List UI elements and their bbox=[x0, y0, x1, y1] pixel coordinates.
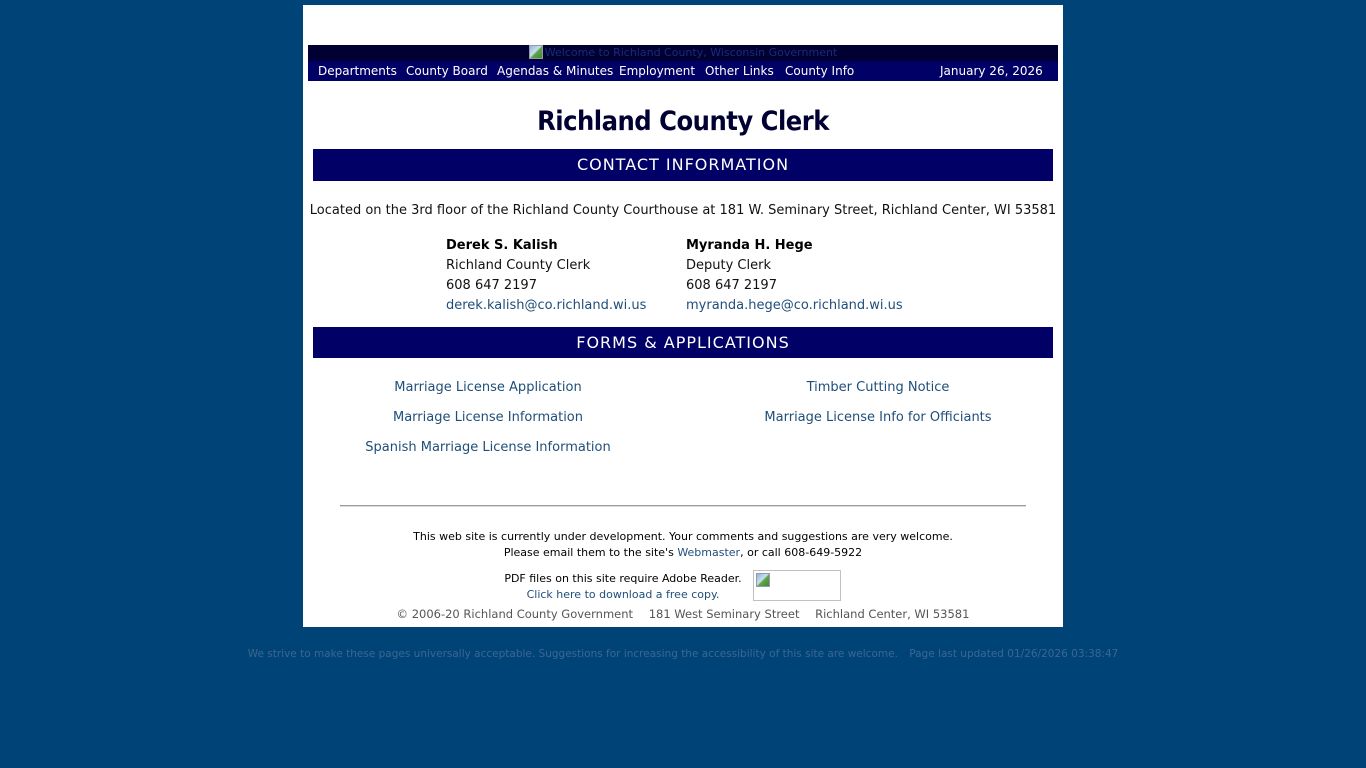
pdf-note-text: PDF files on this site require Adobe Reader. bbox=[504, 572, 742, 585]
contact-email-link[interactable]: derek.kalish@co.richland.wi.us bbox=[446, 298, 647, 313]
email-note bbox=[303, 546, 1063, 559]
current-date: January 26, 2026 bbox=[940, 64, 1043, 78]
contact-name: Derek S. Kalish bbox=[446, 238, 558, 253]
nav-departments[interactable]: Departments bbox=[318, 64, 397, 78]
banner-alt-text: Welcome to Richland County, Wisconsin Government bbox=[544, 46, 838, 59]
copyright-line bbox=[303, 607, 1063, 621]
contact-title: Richland County Clerk bbox=[446, 258, 591, 273]
last-updated: Page last updated 01/26/2026 03:38:47 bbox=[909, 648, 1119, 660]
footer-address: 181 West Seminary Street bbox=[648, 607, 800, 621]
broken-image-icon bbox=[529, 45, 543, 59]
contact-phone: 608 647 2197 bbox=[446, 278, 537, 293]
page-title: Richland County Clerk bbox=[537, 106, 829, 137]
contact-name: Myranda H. Hege bbox=[686, 238, 813, 253]
email-prefix: Please email them to the site's bbox=[503, 546, 678, 559]
divider bbox=[340, 505, 1026, 507]
link-timber-cutting-notice[interactable]: Timber Cutting Notice bbox=[806, 380, 950, 395]
webmaster-link[interactable]: Webmaster bbox=[677, 546, 741, 559]
nav-bar bbox=[308, 61, 1058, 81]
adobe-download-link[interactable]: Click here to download a free copy. bbox=[526, 588, 720, 601]
accessibility-note bbox=[0, 648, 1366, 660]
nav-employment[interactable]: Employment bbox=[619, 64, 696, 78]
footer-city: Richland Center, WI 53581 bbox=[815, 607, 970, 621]
pdf-note bbox=[488, 571, 758, 603]
contact-email-link[interactable]: myranda.hege@co.richland.wi.us bbox=[686, 298, 903, 313]
accessibility-text: We strive to make these pages universally acceptable. Suggestions for increasing the accessibility of this site are welcome. bbox=[247, 648, 898, 660]
nav-county-info[interactable]: County Info bbox=[785, 64, 855, 78]
dev-note: This web site is currently under development. Your comments and suggestions are very welcome. bbox=[413, 530, 953, 543]
link-marriage-license-information[interactable]: Marriage License Information bbox=[393, 410, 583, 425]
contact-phone: 608 647 2197 bbox=[686, 278, 777, 293]
nav-other-links[interactable]: Other Links bbox=[705, 64, 774, 78]
link-spanish-marriage-license-information[interactable]: Spanish Marriage License Information bbox=[365, 440, 611, 455]
adobe-reader-badge[interactable] bbox=[753, 570, 841, 601]
nav-agendas-minutes[interactable]: Agendas & Minutes bbox=[497, 64, 614, 78]
banner-image bbox=[308, 45, 1058, 61]
location-text: Located on the 3rd floor of the Richland County Courthouse at 181 W. Seminary Street, Richland Center, WI 53581 bbox=[309, 203, 1057, 218]
contact-card-deputy bbox=[686, 236, 903, 316]
email-suffix: , or call 608-649-5922 bbox=[740, 546, 863, 559]
forms-heading: FORMS & APPLICATIONS bbox=[313, 327, 1053, 358]
link-marriage-license-info-officiants[interactable]: Marriage License Info for Officiants bbox=[764, 410, 992, 425]
copyright-text: © 2006-20 Richland County Government bbox=[396, 607, 634, 621]
nav-county-board[interactable]: County Board bbox=[406, 64, 488, 78]
contact-card-clerk bbox=[446, 236, 646, 316]
broken-image-icon bbox=[756, 573, 770, 587]
page-container bbox=[303, 5, 1063, 627]
contact-heading: CONTACT INFORMATION bbox=[313, 149, 1053, 181]
link-marriage-license-application[interactable]: Marriage License Application bbox=[394, 380, 582, 395]
contact-title: Deputy Clerk bbox=[686, 258, 771, 273]
